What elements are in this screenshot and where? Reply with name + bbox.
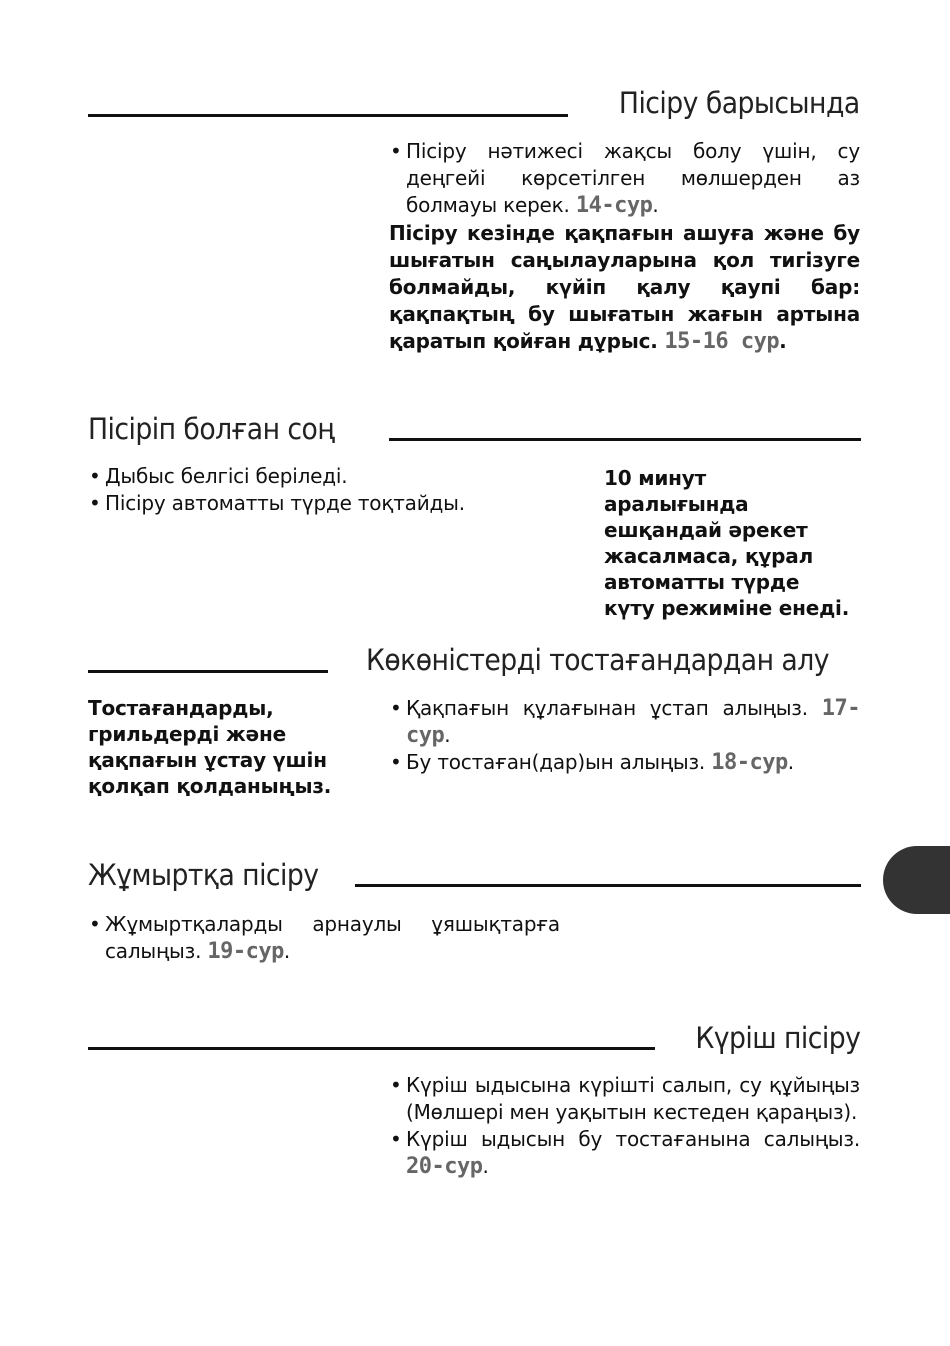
bullet-text: Күріш ыдысына күрішті салып, су құйыңыз (Мөлшері мен уақытын кестеден қараңыз).: [406, 1073, 860, 1124]
section-title-eggs: Жұмыртқа пісіру: [88, 858, 319, 892]
figure-ref: 17-сур: [406, 696, 860, 748]
eggs-list: [88, 911, 560, 965]
list-item: • Пісіру нәтижесі жақсы болу үшін, су деңгейі көрсетілген мөлшерден аз болмауы керек. 14-сур.: [389, 138, 860, 219]
list-item: [88, 463, 528, 490]
bullet-text: Пісіру нәтижесі жақсы болу үшін, су деңгейі көрсетілген мөлшерден аз болмауы керек.: [406, 139, 860, 217]
gloves-note: Тостағандарды, грильдерді және қақпағын ұстау үшін қолқап қолданыңыз.: [88, 696, 332, 798]
warning-text: Пісіру кезінде қақпағын ашуға және бу шығатын саңылауларына қол тигізуге болмайды, күйіп қалу қаупі бар: қақпақтың бу шығатын жағын артына қаратып қойған дұрыс.: [389, 221, 860, 353]
figure-ref: 20-сур: [406, 1154, 483, 1179]
list-item: • Күріш ыдысын бу тостағанына салыңыз. 20-сур.: [389, 1126, 860, 1180]
section-title-remove-vegetables: Көкөністерді тостағандардан алу: [366, 643, 829, 677]
after-cooking-list: [88, 463, 528, 517]
section-rule: [88, 1047, 655, 1050]
section-rule: [389, 438, 861, 441]
bullet-text: Дыбыс белгісі беріледі.: [105, 464, 348, 488]
rice-list: [389, 1072, 860, 1180]
section-rule: [88, 670, 328, 673]
bullet-text: Қақпағын құлағынан ұстап алыңыз.: [406, 696, 808, 720]
bullet-text: Бу тостаған(дар)ын алыңыз.: [406, 750, 706, 774]
list-item: • Жұмыртқаларды арнаулы ұяшықтарға салыңыз. 19-сур.: [88, 911, 560, 965]
section-title-rice: Күріш пісіру: [694, 1021, 860, 1055]
after-cooking-note: 10 минут аралығында ешқандай әрекет жасалмаса, құрал автоматты түрде күту режиміне енеді.: [604, 466, 850, 620]
figure-ref: 19-сур: [207, 939, 284, 964]
list-item: • Бу тостаған(дар)ын алыңыз. 18-сур.: [389, 749, 860, 776]
figure-ref: 18-сур: [711, 750, 788, 775]
figure-ref: 14-сур: [575, 193, 653, 218]
section-title-during-cooking: Пісіру барысында: [619, 86, 860, 120]
bullet-text: Күріш ыдысын бу тостағанына салыңыз.: [406, 1127, 860, 1151]
section-rule: [88, 114, 568, 117]
bullet-text: Пісіру автоматты түрде тоқтайды.: [105, 491, 465, 515]
remove-vegetables-list: [389, 695, 860, 776]
section-rule: [355, 884, 861, 887]
page-tab-marker: [883, 846, 950, 914]
during-cooking-list: [389, 138, 860, 219]
list-item: [389, 1072, 860, 1126]
list-item: [88, 490, 528, 517]
during-cooking-warning: Пісіру кезінде қақпағын ашуға және бу шығатын саңылауларына қол тигізуге болмайды, күйіп қалу қаупі бар: қақпақтың бу шығатын жағын артына қаратып қойған дұрыс. 15-16 сур.: [389, 221, 860, 354]
section-title-after-cooking: Пісіріп болған соң: [88, 412, 335, 446]
bullet-text: Жұмыртқаларды арнаулы ұяшықтарға салыңыз.: [105, 912, 560, 963]
figure-ref: 15-16 сур: [664, 329, 780, 354]
list-item: • Қақпағын құлағынан ұстап алыңыз. 17-сур.: [389, 695, 860, 749]
